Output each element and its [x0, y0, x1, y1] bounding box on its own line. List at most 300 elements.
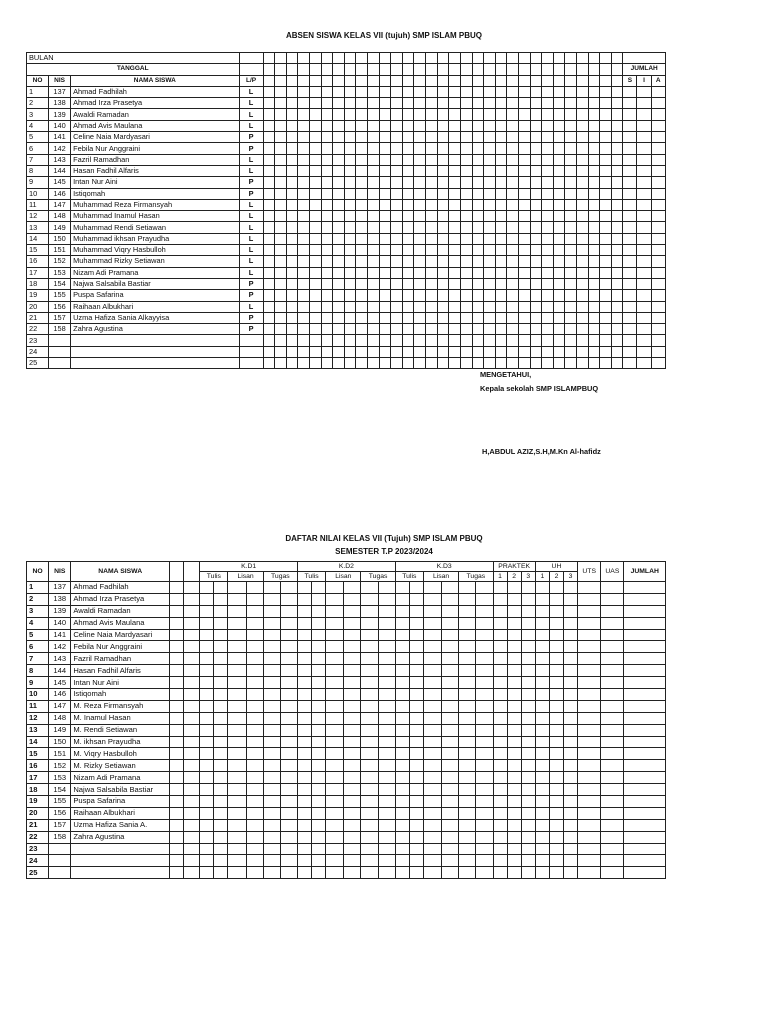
day-cell	[507, 165, 519, 176]
day-cell	[286, 199, 298, 210]
day-cell	[391, 324, 403, 335]
day-cell	[530, 199, 542, 210]
day-cell	[495, 165, 507, 176]
row-nama: Raihaan Albukhari	[71, 807, 170, 819]
day-cell	[437, 301, 449, 312]
grade-cell	[298, 665, 312, 677]
grade-cell	[298, 617, 312, 629]
grade-cell	[246, 772, 263, 784]
row-lp: L	[239, 211, 263, 222]
row-nis: 158	[49, 324, 71, 335]
grade-cell	[578, 784, 601, 796]
day-cell	[402, 358, 414, 369]
day-cell	[542, 335, 554, 346]
grade-cell	[228, 724, 246, 736]
day-cell	[600, 143, 612, 154]
grade-cell	[184, 760, 200, 772]
day-cell	[437, 143, 449, 154]
absen-header-row	[27, 75, 666, 86]
grade-cell	[507, 712, 521, 724]
day-cell	[588, 233, 600, 244]
day-cell	[275, 199, 287, 210]
grade-cell	[549, 760, 563, 772]
grade-cell	[423, 724, 441, 736]
day-cell	[379, 312, 391, 323]
grade-cell	[578, 641, 601, 653]
day-cell	[542, 98, 554, 109]
table-row	[27, 855, 666, 867]
jumlah-cell	[623, 335, 637, 346]
day-cell	[414, 64, 426, 75]
day-cell	[542, 358, 554, 369]
day-cell	[368, 290, 380, 301]
grade-cell	[378, 796, 395, 808]
day-cell	[553, 358, 565, 369]
grade-cell	[493, 582, 507, 594]
day-cell	[588, 346, 600, 357]
grade-cell	[564, 617, 578, 629]
day-cell	[310, 143, 322, 154]
row-no: 9	[27, 677, 49, 689]
day-cell	[379, 278, 391, 289]
day-cell	[333, 324, 345, 335]
grade-cell	[476, 855, 493, 867]
day-cell	[495, 222, 507, 233]
grade-cell	[578, 760, 601, 772]
row-nama: Muhammad ikhsan Prayudha	[71, 233, 239, 244]
tanggal-label: TANGGAL	[27, 64, 240, 75]
day-cell	[553, 53, 565, 64]
day-cell	[321, 267, 333, 278]
grade-cell	[476, 760, 493, 772]
day-cell	[368, 335, 380, 346]
table-row	[27, 760, 666, 772]
table-row	[27, 346, 666, 357]
day-cell	[600, 154, 612, 165]
grade-cell	[312, 748, 326, 760]
day-cell	[368, 109, 380, 120]
day-cell	[437, 98, 449, 109]
grade-cell	[214, 807, 228, 819]
grade-cell	[493, 784, 507, 796]
day-cell	[472, 335, 484, 346]
day-cell	[379, 324, 391, 335]
grade-cell	[442, 784, 459, 796]
day-cell	[368, 211, 380, 222]
day-cell	[379, 358, 391, 369]
day-cell	[460, 188, 472, 199]
day-cell	[507, 86, 519, 97]
day-cell	[333, 132, 345, 143]
grade-cell	[507, 831, 521, 843]
grade-cell	[442, 593, 459, 605]
day-cell	[518, 211, 530, 222]
day-cell	[263, 335, 275, 346]
row-nama: M. Inamul Hasan	[71, 712, 170, 724]
grade-cell	[298, 843, 312, 855]
day-cell	[402, 188, 414, 199]
grade-cell	[535, 724, 549, 736]
grade-cell	[326, 617, 344, 629]
table-row	[27, 278, 666, 289]
day-cell	[321, 199, 333, 210]
day-cell	[484, 233, 496, 244]
grade-cell	[624, 855, 666, 867]
row-lp: L	[239, 245, 263, 256]
grade-cell	[395, 677, 409, 689]
grade-cell	[395, 629, 409, 641]
day-cell	[600, 211, 612, 222]
row-nama: Najwa Salsabila Bastiar	[71, 278, 239, 289]
day-cell	[588, 188, 600, 199]
grade-cell	[228, 677, 246, 689]
grade-cell	[378, 760, 395, 772]
grade-cell	[184, 605, 200, 617]
table-row	[27, 177, 666, 188]
day-cell	[460, 233, 472, 244]
grade-cell	[507, 653, 521, 665]
grade-cell	[601, 772, 624, 784]
day-cell	[402, 64, 414, 75]
day-cell	[577, 188, 589, 199]
table-row	[27, 712, 666, 724]
day-cell	[275, 335, 287, 346]
grade-cell	[200, 689, 214, 701]
grade-cell	[409, 819, 423, 831]
day-cell	[518, 256, 530, 267]
grade-cell	[312, 653, 326, 665]
day-cell	[333, 346, 345, 357]
day-cell	[565, 278, 577, 289]
grade-cell	[361, 796, 378, 808]
day-cell	[426, 222, 438, 233]
day-cell	[344, 154, 356, 165]
grade-cell	[459, 665, 476, 677]
nilai-subtitle: SEMESTER T.P 2023/2024	[335, 547, 433, 556]
grade-cell	[214, 748, 228, 760]
day-cell	[565, 267, 577, 278]
row-nama: Zahra Agustina	[71, 831, 170, 843]
day-cell	[391, 335, 403, 346]
day-cell	[553, 233, 565, 244]
day-cell	[344, 335, 356, 346]
kd-sub-header: Lisan	[423, 572, 458, 582]
day-cell	[460, 278, 472, 289]
grade-cell	[378, 867, 395, 879]
grade-cell	[476, 700, 493, 712]
day-cell	[472, 120, 484, 131]
day-cell	[275, 98, 287, 109]
day-cell	[460, 346, 472, 357]
grade-cell	[476, 653, 493, 665]
grade-cell	[298, 819, 312, 831]
day-cell	[472, 154, 484, 165]
day-cell	[611, 109, 623, 120]
day-cell	[472, 211, 484, 222]
grade-cell	[535, 760, 549, 772]
day-cell	[321, 278, 333, 289]
day-cell	[565, 177, 577, 188]
day-cell	[460, 64, 472, 75]
grade-cell	[214, 772, 228, 784]
grade-cell	[423, 843, 441, 855]
day-cell	[472, 98, 484, 109]
day-cell	[542, 256, 554, 267]
day-cell	[484, 188, 496, 199]
row-nama	[71, 867, 170, 879]
grade-cell	[521, 677, 535, 689]
day-cell	[333, 358, 345, 369]
day-cell	[437, 86, 449, 97]
row-no: 4	[27, 120, 49, 131]
grade-cell	[280, 748, 297, 760]
grade-cell	[378, 819, 395, 831]
day-cell	[518, 346, 530, 357]
day-cell	[286, 64, 298, 75]
day-cell	[333, 312, 345, 323]
day-cell	[449, 98, 461, 109]
day-cell	[507, 199, 519, 210]
grade-cell	[409, 831, 423, 843]
day-cell	[437, 75, 449, 86]
day-cell	[565, 132, 577, 143]
grade-cell	[170, 784, 184, 796]
grade-cell	[298, 736, 312, 748]
day-cell	[472, 75, 484, 86]
table-row	[27, 605, 666, 617]
day-cell	[449, 267, 461, 278]
day-cell	[530, 312, 542, 323]
day-cell	[530, 335, 542, 346]
day-cell	[530, 222, 542, 233]
table-row	[27, 831, 666, 843]
day-cell	[484, 358, 496, 369]
day-cell	[565, 358, 577, 369]
grade-cell	[423, 605, 441, 617]
day-cell	[275, 245, 287, 256]
day-cell	[344, 109, 356, 120]
grade-cell	[409, 724, 423, 736]
day-cell	[321, 312, 333, 323]
grade-cell	[564, 641, 578, 653]
day-cell	[600, 98, 612, 109]
day-cell	[530, 358, 542, 369]
grade-cell	[521, 855, 535, 867]
grade-cell	[507, 736, 521, 748]
grade-cell	[507, 700, 521, 712]
grade-cell	[280, 831, 297, 843]
jumlah-cell	[623, 312, 637, 323]
day-cell	[460, 86, 472, 97]
day-cell	[321, 132, 333, 143]
grade-cell	[507, 593, 521, 605]
day-cell	[611, 98, 623, 109]
grade-cell	[459, 689, 476, 701]
grade-cell	[564, 807, 578, 819]
grade-cell	[535, 772, 549, 784]
jumlah-sub-header: A	[651, 75, 665, 86]
day-cell	[286, 165, 298, 176]
grade-cell	[170, 653, 184, 665]
day-cell	[333, 199, 345, 210]
day-cell	[333, 143, 345, 154]
day-cell	[507, 278, 519, 289]
grade-cell	[395, 807, 409, 819]
day-cell	[437, 233, 449, 244]
day-cell	[344, 75, 356, 86]
day-cell	[588, 75, 600, 86]
grade-cell	[624, 796, 666, 808]
day-cell	[310, 53, 322, 64]
grade-cell	[170, 712, 184, 724]
grade-cell	[535, 617, 549, 629]
grade-cell	[344, 700, 361, 712]
grade-cell	[442, 867, 459, 879]
grade-cell	[442, 772, 459, 784]
grade-cell	[263, 700, 280, 712]
grade-cell	[280, 724, 297, 736]
day-cell	[577, 177, 589, 188]
grade-cell	[184, 819, 200, 831]
day-cell	[286, 120, 298, 131]
table-row	[27, 132, 666, 143]
row-nama: Awaldi Ramadan	[71, 605, 170, 617]
grade-cell	[493, 689, 507, 701]
grade-cell	[344, 665, 361, 677]
jumlah-cell	[623, 256, 637, 267]
grade-cell	[298, 689, 312, 701]
day-cell	[379, 165, 391, 176]
day-cell	[530, 53, 542, 64]
uh-sub-header: 3	[564, 572, 578, 582]
day-cell	[565, 199, 577, 210]
grade-cell	[184, 617, 200, 629]
grade-cell	[549, 689, 563, 701]
row-nama: Muhammad Rendi Setiawan	[71, 222, 239, 233]
day-cell	[344, 278, 356, 289]
grade-cell	[344, 724, 361, 736]
grade-cell	[378, 617, 395, 629]
day-cell	[577, 222, 589, 233]
day-cell	[263, 222, 275, 233]
day-cell	[391, 109, 403, 120]
day-cell	[472, 177, 484, 188]
day-cell	[507, 109, 519, 120]
day-cell	[472, 290, 484, 301]
grade-cell	[263, 689, 280, 701]
day-cell	[588, 132, 600, 143]
grade-cell	[214, 665, 228, 677]
day-cell	[518, 154, 530, 165]
grade-cell	[228, 867, 246, 879]
day-cell	[310, 75, 322, 86]
jumlah-cell	[651, 245, 665, 256]
grade-cell	[601, 677, 624, 689]
grade-cell	[549, 748, 563, 760]
row-lp: L	[239, 120, 263, 131]
grade-cell	[184, 855, 200, 867]
grade-cell	[228, 700, 246, 712]
grade-cell	[423, 582, 441, 594]
tanggal-lp-blank	[239, 64, 263, 75]
day-cell	[484, 211, 496, 222]
grade-cell	[624, 748, 666, 760]
day-cell	[298, 143, 310, 154]
grade-cell	[624, 700, 666, 712]
day-cell	[600, 132, 612, 143]
grade-cell	[200, 867, 214, 879]
day-cell	[495, 86, 507, 97]
grade-cell	[459, 843, 476, 855]
day-cell	[577, 64, 589, 75]
grade-cell	[170, 617, 184, 629]
day-cell	[472, 358, 484, 369]
grade-cell	[476, 784, 493, 796]
day-cell	[321, 324, 333, 335]
day-cell	[391, 222, 403, 233]
grade-cell	[521, 653, 535, 665]
grade-cell	[228, 772, 246, 784]
day-cell	[449, 132, 461, 143]
row-no: 5	[27, 629, 49, 641]
grade-cell	[549, 605, 563, 617]
day-cell	[356, 75, 368, 86]
grade-cell	[263, 796, 280, 808]
day-cell	[275, 143, 287, 154]
grade-cell	[361, 724, 378, 736]
grade-cell	[361, 665, 378, 677]
row-no: 23	[27, 335, 49, 346]
grade-cell	[214, 689, 228, 701]
grade-cell	[298, 760, 312, 772]
day-cell	[588, 267, 600, 278]
day-cell	[577, 245, 589, 256]
grade-cell	[507, 855, 521, 867]
grade-cell	[263, 617, 280, 629]
day-cell	[263, 165, 275, 176]
day-cell	[298, 120, 310, 131]
grade-cell	[549, 641, 563, 653]
day-cell	[379, 120, 391, 131]
day-cell	[565, 53, 577, 64]
row-nama: Puspa Safarina	[71, 290, 239, 301]
grade-cell	[378, 700, 395, 712]
row-nis: 152	[49, 760, 71, 772]
day-cell	[298, 199, 310, 210]
row-nis: 148	[49, 211, 71, 222]
grade-cell	[535, 855, 549, 867]
grade-cell	[344, 819, 361, 831]
grade-cell	[493, 867, 507, 879]
day-cell	[565, 109, 577, 120]
grade-cell	[361, 748, 378, 760]
grade-cell	[493, 748, 507, 760]
day-cell	[426, 120, 438, 131]
day-cell	[542, 143, 554, 154]
grade-cell	[507, 605, 521, 617]
day-cell	[426, 267, 438, 278]
row-nama: Muhammad Reza Firmansyah	[71, 199, 239, 210]
day-cell	[600, 177, 612, 188]
day-cell	[495, 143, 507, 154]
grade-cell	[361, 617, 378, 629]
day-cell	[495, 154, 507, 165]
grade-cell	[601, 736, 624, 748]
jumlah-blank	[623, 53, 666, 64]
day-cell	[553, 143, 565, 154]
grade-cell	[312, 582, 326, 594]
jumlah-cell	[637, 154, 651, 165]
